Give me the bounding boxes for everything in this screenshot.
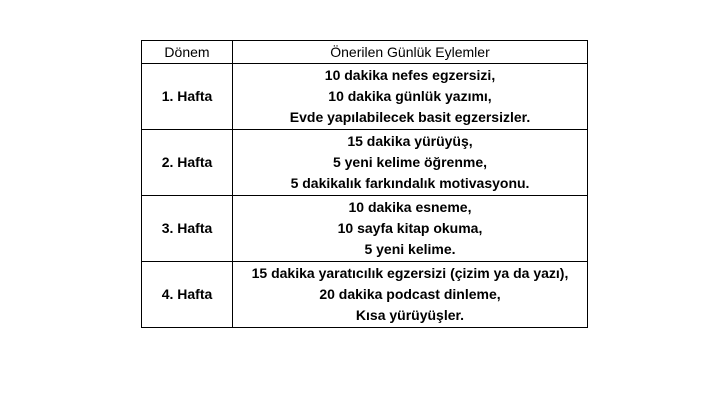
header-period: Dönem: [142, 41, 233, 64]
actions-cell: [233, 130, 588, 196]
period-cell: 2. Hafta: [142, 130, 233, 196]
table-header-row: [142, 41, 588, 64]
weekly-plan-table: [141, 40, 588, 328]
action-item: 15 dakika yürüyüş,: [347, 133, 473, 149]
table-row: [142, 262, 588, 328]
period-cell: 3. Hafta: [142, 196, 233, 262]
action-item: 5 yeni kelime öğrenme,: [332, 154, 488, 170]
action-item: 10 sayfa kitap okuma,: [337, 220, 483, 236]
action-item: 10 dakika nefes egzersizi,: [324, 67, 496, 83]
action-item: 10 dakika günlük yazımı,: [328, 88, 492, 104]
period-cell: 1. Hafta: [142, 64, 233, 130]
header-actions: Önerilen Günlük Eylemler: [233, 41, 588, 64]
actions-cell: [233, 262, 588, 328]
period-cell: 4. Hafta: [142, 262, 233, 328]
table-row: [142, 196, 588, 262]
action-item: 5 dakikalık farkındalık motivasyonu.: [290, 175, 530, 191]
action-item: Kısa yürüyüşler.: [355, 307, 465, 323]
table-row: [142, 130, 588, 196]
action-item: 15 dakika yaratıcılık egzersizi (çizim ya da yazı),: [251, 265, 569, 281]
action-item: 20 dakika podcast dinleme,: [319, 286, 501, 302]
action-item: Evde yapılabilecek basit egzersizler.: [289, 109, 531, 125]
actions-cell: [233, 64, 588, 130]
table-row: [142, 64, 588, 130]
action-item: 5 yeni kelime.: [364, 241, 456, 257]
action-item: 10 dakika esneme,: [348, 199, 472, 215]
weekly-plan-table-container: [141, 40, 587, 328]
actions-cell: [233, 196, 588, 262]
